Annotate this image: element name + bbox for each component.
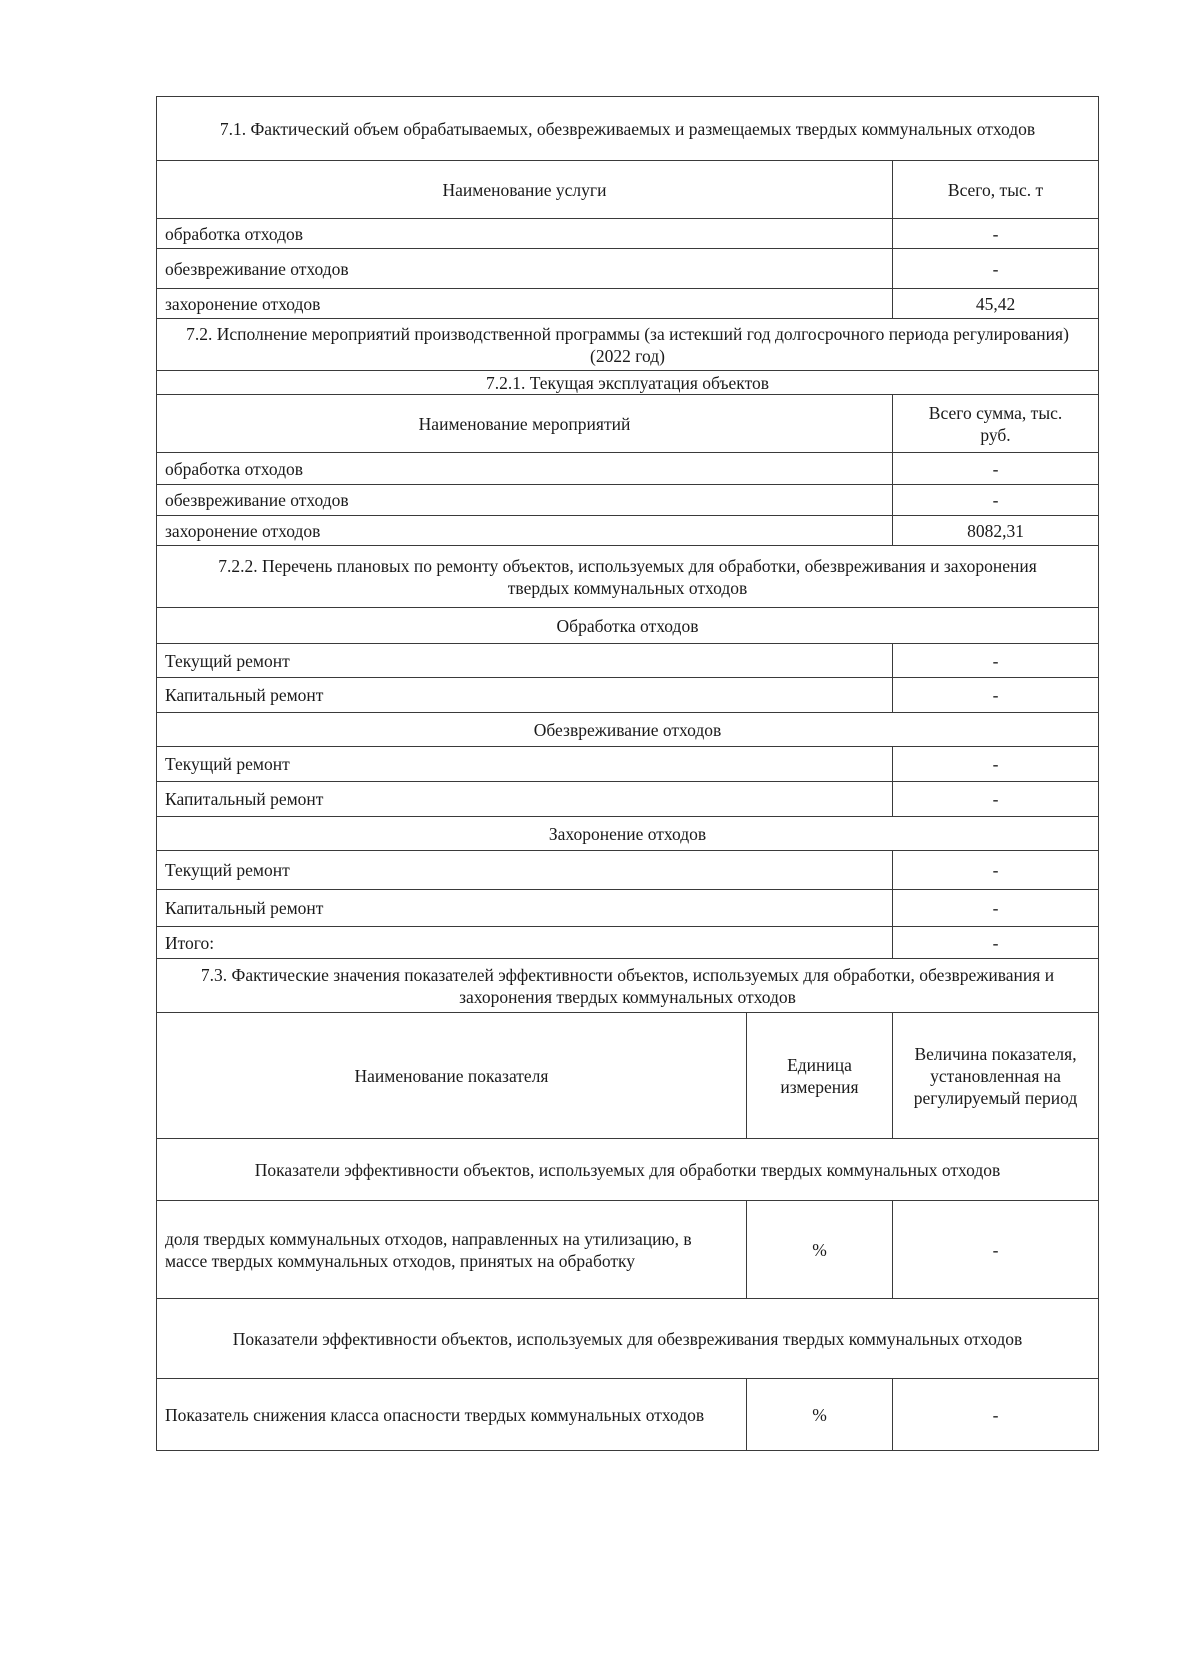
row-value: - <box>893 890 1099 927</box>
row-label: Текущий ремонт <box>157 644 893 678</box>
row-value: - <box>893 453 1099 485</box>
group-header <box>157 817 1099 851</box>
table-header-row <box>157 395 1099 453</box>
indicator-name: доля твердых коммунальных отходов, направленных на утилизацию, в массе твердых коммунальных отходов, принятых на обработку <box>157 1201 747 1299</box>
row-label: Текущий ремонт <box>157 747 893 782</box>
table-row <box>157 453 1099 485</box>
indicator-unit: % <box>747 1379 893 1451</box>
group-header <box>157 1139 1099 1201</box>
section-7-2-1-header <box>157 371 1099 395</box>
row-label: Капитальный ремонт <box>157 678 893 713</box>
indicator-name: Показатель снижения класса опасности твердых коммунальных отходов <box>157 1379 747 1451</box>
section-7-2-title: 7.2. Исполнение мероприятий производственной программы (за истекший год долгосрочного периода регулирования) (2022 год) <box>157 319 1099 371</box>
table-header-row <box>157 161 1099 219</box>
table-row <box>157 516 1099 546</box>
indicator-value: - <box>893 1201 1099 1299</box>
table-header-row <box>157 1013 1099 1139</box>
row-label: обработка отходов <box>157 453 893 485</box>
table-row <box>157 249 1099 289</box>
group-title: Показатели эффективности объектов, используемых для обработки твердых коммунальных отходов <box>157 1139 1099 1201</box>
row-value: 8082,31 <box>893 516 1099 546</box>
row-value: - <box>893 644 1099 678</box>
group-header <box>157 1299 1099 1379</box>
table-row <box>157 1379 1099 1451</box>
column-header-unit: Единица измерения <box>747 1013 893 1139</box>
total-row <box>157 927 1099 959</box>
table-row <box>157 219 1099 249</box>
group-header <box>157 608 1099 644</box>
section-7-1-title: 7.1. Фактический объем обрабатываемых, обезвреживаемых и размещаемых твердых коммунальных отходов <box>157 97 1099 161</box>
total-value: - <box>893 927 1099 959</box>
section-7-2-1-title: 7.2.1. Текущая эксплуатация объектов <box>157 371 1099 395</box>
row-label: Капитальный ремонт <box>157 890 893 927</box>
row-value: - <box>893 747 1099 782</box>
total-label: Итого: <box>157 927 893 959</box>
section-7-3-title: 7.3. Фактические значения показателей эффективности объектов, используемых для обработки, обезвреживания и захоронения твердых коммунальных отходов <box>157 959 1099 1013</box>
column-header-event: Наименование мероприятий <box>157 395 893 453</box>
table-row <box>157 851 1099 890</box>
column-header-value: Величина показателя, установленная на регулируемый период <box>893 1013 1099 1139</box>
table-row <box>157 644 1099 678</box>
indicator-unit: % <box>747 1201 893 1299</box>
column-header-sum: Всего сумма, тыс. руб. <box>893 395 1099 453</box>
table-row <box>157 1201 1099 1299</box>
table-row <box>157 485 1099 516</box>
group-title: Обработка отходов <box>157 608 1099 644</box>
section-7-3-header <box>157 959 1099 1013</box>
section-7-2-2-header <box>157 546 1099 608</box>
table-row <box>157 890 1099 927</box>
group-title: Обезвреживание отходов <box>157 713 1099 747</box>
section-7-2-header <box>157 319 1099 371</box>
row-value: - <box>893 219 1099 249</box>
row-label: обезвреживание отходов <box>157 249 893 289</box>
row-label: Текущий ремонт <box>157 851 893 890</box>
report-table <box>156 96 1099 1451</box>
table-row <box>157 678 1099 713</box>
indicator-value: - <box>893 1379 1099 1451</box>
column-header-indicator: Наименование показателя <box>157 1013 747 1139</box>
column-header-total: Всего, тыс. т <box>893 161 1099 219</box>
group-title: Захоронение отходов <box>157 817 1099 851</box>
table-row <box>157 747 1099 782</box>
row-value: - <box>893 782 1099 817</box>
table-row <box>157 289 1099 319</box>
row-value: - <box>893 851 1099 890</box>
column-header-service: Наименование услуги <box>157 161 893 219</box>
section-7-1-header <box>157 97 1099 161</box>
row-value: 45,42 <box>893 289 1099 319</box>
row-label: обезвреживание отходов <box>157 485 893 516</box>
group-title: Показатели эффективности объектов, используемых для обезвреживания твердых коммунальных отходов <box>157 1299 1099 1379</box>
row-label: обработка отходов <box>157 219 893 249</box>
row-label: захоронение отходов <box>157 516 893 546</box>
row-value: - <box>893 249 1099 289</box>
table-row <box>157 782 1099 817</box>
row-label: Капитальный ремонт <box>157 782 893 817</box>
group-header <box>157 713 1099 747</box>
row-value: - <box>893 678 1099 713</box>
row-value: - <box>893 485 1099 516</box>
row-label: захоронение отходов <box>157 289 893 319</box>
section-7-2-2-title: 7.2.2. Перечень плановых по ремонту объектов, используемых для обработки, обезвреживания и захоронения твердых коммунальных отходов <box>157 546 1099 608</box>
